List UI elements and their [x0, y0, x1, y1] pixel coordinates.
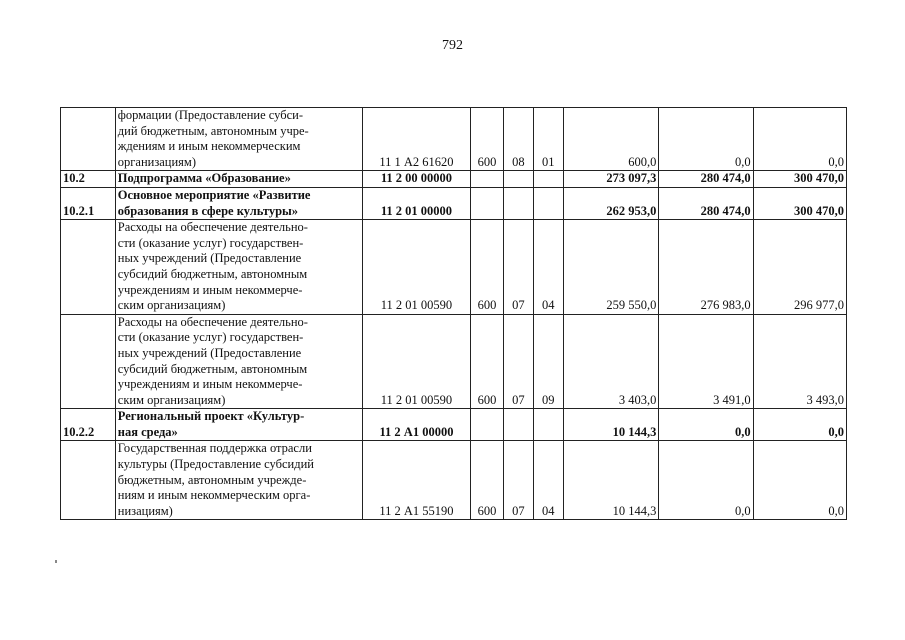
target-code: 11 2 А1 55190 — [363, 441, 471, 520]
amount-year-2: 280 474,0 — [659, 171, 753, 188]
amount-year-1: 10 144,3 — [564, 409, 659, 441]
row-number — [61, 314, 116, 409]
expense-type: 600 — [470, 314, 503, 409]
section: 07 — [504, 220, 533, 315]
subsection: 04 — [533, 441, 563, 520]
subsection — [533, 171, 563, 188]
section — [504, 171, 533, 188]
amount-year-3: 0,0 — [753, 409, 846, 441]
table-row — [61, 314, 847, 409]
amount-year-3: 0,0 — [753, 108, 846, 171]
subsection — [533, 409, 563, 441]
amount-year-1: 3 403,0 — [564, 314, 659, 409]
row-number — [61, 220, 116, 315]
expense-type — [470, 409, 503, 441]
amount-year-3: 3 493,0 — [753, 314, 846, 409]
section — [504, 409, 533, 441]
row-name: Подпрограмма «Образование» — [115, 171, 362, 188]
amount-year-2: 0,0 — [659, 441, 753, 520]
table-row — [61, 409, 847, 441]
amount-year-1: 600,0 — [564, 108, 659, 171]
row-name: Расходы на обеспечение деятельно- сти (оказание услуг) государствен- ных учреждений (Предоставление субсидий бюджетным, автономным учреждениям и иным некоммерче- ским организациям) — [115, 314, 362, 409]
row-number: 10.2.2 — [61, 409, 116, 441]
section: 07 — [504, 441, 533, 520]
section — [504, 187, 533, 219]
amount-year-2: 0,0 — [659, 409, 753, 441]
page-number: 792 — [442, 38, 463, 53]
section: 08 — [504, 108, 533, 171]
section: 07 — [504, 314, 533, 409]
expense-type: 600 — [470, 441, 503, 520]
amount-year-2: 280 474,0 — [659, 187, 753, 219]
amount-year-1: 259 550,0 — [564, 220, 659, 315]
subsection — [533, 187, 563, 219]
target-code: 11 2 01 00590 — [363, 314, 471, 409]
scan-speck — [55, 560, 57, 563]
table-row — [61, 108, 847, 171]
expense-type: 600 — [470, 108, 503, 171]
subsection: 09 — [533, 314, 563, 409]
amount-year-2: 0,0 — [659, 108, 753, 171]
budget-table — [60, 107, 847, 520]
row-name: Региональный проект «Культур- ная среда» — [115, 409, 362, 441]
row-name: Основное мероприятие «Развитие образования в сфере культуры» — [115, 187, 362, 219]
amount-year-2: 276 983,0 — [659, 220, 753, 315]
expense-type: 600 — [470, 220, 503, 315]
table-row — [61, 187, 847, 219]
row-number — [61, 108, 116, 171]
expense-type — [470, 187, 503, 219]
amount-year-2: 3 491,0 — [659, 314, 753, 409]
table-row — [61, 441, 847, 520]
amount-year-3: 300 470,0 — [753, 187, 846, 219]
target-code: 11 2 01 00590 — [363, 220, 471, 315]
subsection: 04 — [533, 220, 563, 315]
row-name: формации (Предоставление субси- дий бюджетным, автономным учре- ждениям и иным некоммерческим организациям) — [115, 108, 362, 171]
amount-year-1: 273 097,3 — [564, 171, 659, 188]
table-row — [61, 220, 847, 315]
target-code: 11 2 А1 00000 — [363, 409, 471, 441]
row-number: 10.2.1 — [61, 187, 116, 219]
table-row — [61, 171, 847, 188]
amount-year-1: 262 953,0 — [564, 187, 659, 219]
amount-year-1: 10 144,3 — [564, 441, 659, 520]
row-number — [61, 441, 116, 520]
target-code: 11 2 00 00000 — [363, 171, 471, 188]
subsection: 01 — [533, 108, 563, 171]
row-name: Расходы на обеспечение деятельно- сти (оказание услуг) государствен- ных учреждений (Предоставление субсидий бюджетным, автономным учреждениям и иным некоммерче- ским организациям) — [115, 220, 362, 315]
target-code: 11 2 01 00000 — [363, 187, 471, 219]
expense-type — [470, 171, 503, 188]
amount-year-3: 0,0 — [753, 441, 846, 520]
target-code: 11 1 А2 61620 — [363, 108, 471, 171]
row-number: 10.2 — [61, 171, 116, 188]
row-name: Государственная поддержка отрасли культуры (Предоставление субсидий бюджетным, автономным учрежде- ниям и иным некоммерческим орга- низациям) — [115, 441, 362, 520]
amount-year-3: 296 977,0 — [753, 220, 846, 315]
amount-year-3: 300 470,0 — [753, 171, 846, 188]
